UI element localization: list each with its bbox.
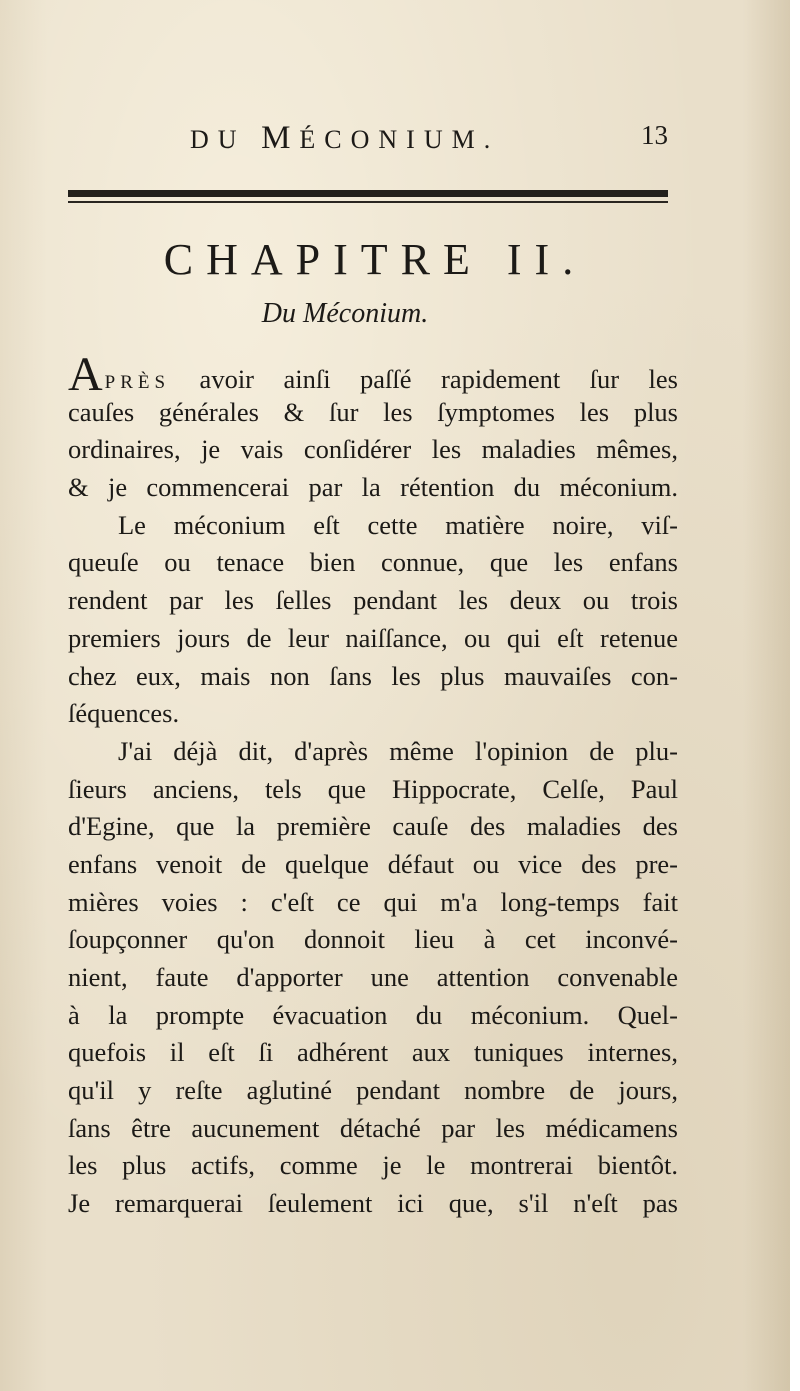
running-head-rest: ÉCONIUM.: [299, 125, 500, 154]
running-head-title: [190, 120, 499, 157]
text-line: & je commencerai par la rétention du méconium.: [68, 472, 678, 503]
text-line: chez eux, mais non ſans les plus mauvaiſes con-: [68, 660, 678, 691]
text-line: premiers jours de leur naiſſance, ou qui eſt retenue: [68, 622, 678, 653]
header-rule-thin: [68, 201, 668, 203]
text-line: à la prompte évacuation du méconium. Quel-: [68, 999, 678, 1030]
text-line: queuſe ou tenace bien connue, que les enfans: [68, 547, 678, 578]
text-line: cauſes générales & ſur les ſymptomes les plus: [68, 396, 678, 427]
running-head-initial: M: [261, 120, 300, 156]
text-line: Le méconium eſt cette matière noire, viſ-: [118, 509, 678, 540]
text-line: Je remarquerai ſeulement ici que, s'il n'eſt pas: [68, 1188, 678, 1219]
small-caps-word: PRÈS: [104, 372, 171, 393]
text-line: ordinaires, je vais conſidérer les maladies mêmes,: [68, 434, 678, 465]
body-text: [68, 348, 678, 1223]
chapter-heading: CHAPITRE II.: [163, 235, 587, 284]
drop-initial: A: [68, 348, 103, 401]
text-line-content: avoir ainſi paſſé rapidement ſur les: [170, 364, 678, 394]
text-line: enfans venoit de quelque défaut ou vice des pre-: [68, 848, 678, 879]
text-line: ſoupçonner qu'on donnoit lieu à cet inconvé-: [68, 924, 678, 955]
text-line: ſéquences.: [68, 698, 180, 729]
text-line: J'ai déjà dit, d'après même l'opinion de plu-: [118, 735, 678, 766]
running-head-prefix: DU: [190, 125, 262, 154]
text-line: [68, 348, 678, 401]
text-line: ſans être aucunement détaché par les médicamens: [68, 1112, 678, 1143]
scan-margin: [790, 0, 800, 1391]
text-line: d'Egine, que la première cauſe des maladies des: [68, 811, 678, 842]
page-number: 13: [641, 120, 668, 150]
running-head: [190, 120, 680, 160]
text-line: quefois il eſt ſi adhérent aux tuniques internes,: [68, 1037, 678, 1068]
chapter-subtitle: Du Méconium.: [261, 298, 429, 329]
text-line: nient, faute d'apporter une attention convenable: [68, 962, 678, 992]
text-line: les plus actifs, comme je le montrerai bientôt.: [68, 1150, 678, 1181]
text-line: rendent par les ſelles pendant les deux ou trois: [68, 585, 678, 616]
text-line: qu'il y reſte aglutiné pendant nombre de jours,: [68, 1075, 678, 1106]
text-line: ſieurs anciens, tels que Hippocrate, Celſe, Paul: [68, 773, 678, 804]
text-line: mières voies : c'eſt ce qui m'a long-temps fait: [68, 886, 678, 917]
header-rule-thick: [68, 190, 668, 197]
